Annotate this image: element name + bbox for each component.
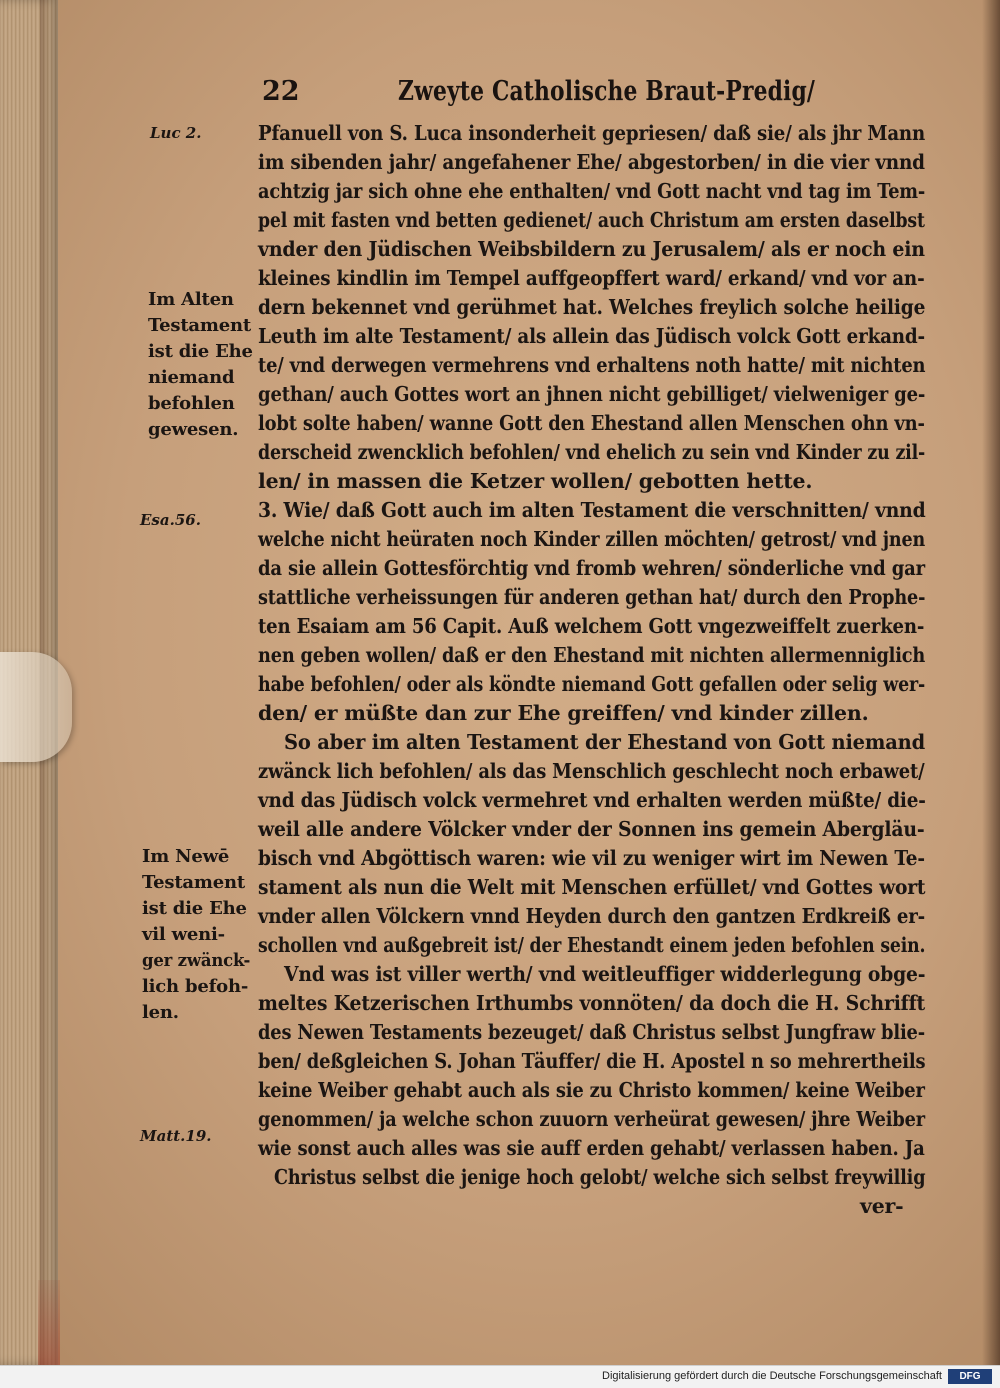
page-clip-tab [0, 652, 72, 762]
text-line: bisch vnd Abgöttisch waren: wie vil zu weniger wirt im Newen Te- [258, 846, 925, 870]
text-line: zwänck lich befohlen/ als das Menschlich geschlecht noch erbawet/ [258, 759, 925, 783]
page-header [0, 76, 1000, 116]
red-page-edge [38, 1280, 60, 1365]
text-line: da sie allein Gottesförchtig vnd fromb wehren/ sönderliche vnd gar [258, 556, 925, 580]
margin-note-line: niemand [148, 367, 235, 388]
text-line: im sibenden jahr/ angefahener Ehe/ abgestorben/ in die vier vnnd [258, 150, 925, 174]
margin-note-line: ist die Ehe [148, 341, 253, 362]
text-line: ben/ deßgleichen S. Johan Täuffer/ die H. Apostel n so mehrertheils [258, 1049, 926, 1073]
text-line: ten Esaiam am 56 Capit. Auß welchem Gott vngezweiffelt zuerken- [258, 614, 925, 638]
margin-note-line: Im Newē [142, 846, 230, 867]
margin-note-line: len. [142, 1002, 179, 1023]
margin-note-line: vil weni- [142, 924, 225, 945]
margin-note-line: gewesen. [148, 419, 239, 440]
margin-ref-esa: Esa.56. [140, 511, 201, 529]
text-line: lobt solte haben/ wanne Gott den Ehestand allen Menschen ohn vn- [258, 411, 925, 435]
text-line: wie sonst auch alles was sie auff erden gehabt/ verlassen haben. Ja [258, 1136, 925, 1160]
text-line: welche nicht heüraten noch Kinder zillen möchten/ getrost/ vnd jnen [258, 527, 926, 551]
running-title: Zweyte Catholische Braut-Predig/ [398, 76, 816, 107]
text-line: Leuth im alte Testament/ als allein das Jüdisch volck Gott erkand- [258, 324, 925, 348]
margin-note-line: Testament [142, 872, 245, 893]
text-line: den/ er müßte dan zur Ehe greiffen/ vnd kinder zillen. [258, 701, 869, 725]
page-number: 22 [262, 76, 300, 107]
text-line: keine Weiber gehabt auch als sie zu Christo kommen/ keine Weiber [258, 1078, 925, 1102]
text-line: stament als nun die Welt mit Menschen erfüllet/ vnd Gottes wort [258, 875, 926, 899]
text-line: des Newen Testaments bezeuget/ daß Christus selbst Jungfraw blie- [258, 1020, 925, 1044]
right-edge-shadow [982, 0, 1000, 1365]
text-line: Vnd was ist viller werth/ vnd weitleuffiger widderlegung obge- [284, 962, 926, 986]
text-line: meltes Ketzerischen Irthumbs vonnöten/ da doch die H. Schrifft [258, 991, 926, 1015]
text-line: vnd das Jüdisch volck vermehret vnd erhalten werden müßte/ die- [258, 788, 926, 812]
text-line: nen geben wollen/ daß er den Ehestand mit nichten allermenniglich [258, 643, 926, 667]
margin-note-line: ger zwänck- [142, 950, 251, 971]
text-line: kleines kindlin im Tempel auffgeopffert ward/ erkand/ vnd vor an- [258, 266, 925, 290]
text-line: genommen/ ja welche schon zuuorn verheürat gewesen/ jhre Weiber [258, 1107, 925, 1131]
text-line: 3. Wie/ daß Gott auch im alten Testament die verschnitten/ vnnd [258, 498, 926, 522]
dfg-logo: DFG [948, 1369, 992, 1384]
text-line: len/ in massen die Ketzer wollen/ gebotten hette. [258, 469, 813, 493]
text-line: weil alle andere Völcker vnder der Sonnen ins gemein Abergläu- [258, 817, 925, 841]
margin-note-line: ist die Ehe [142, 898, 247, 919]
margin-note-line: Im Alten [148, 289, 234, 310]
text-line: achtzig jar sich ohne ehe enthalten/ vnd Gott nacht vnd tag im Tem- [258, 179, 926, 203]
text-line: vnder den Jüdischen Weibsbildern zu Jerusalem/ als er noch ein [258, 237, 925, 261]
text-line: So aber im alten Testament der Ehestand von Gott niemand [284, 730, 925, 754]
text-line: habe befohlen/ oder als köndte niemand Gott gefallen oder selig wer- [258, 672, 926, 696]
text-line: Pfanuell von S. Luca insonderheit gepriesen/ daß sie/ als jhr Mann [258, 121, 926, 145]
margin-note-line: befohlen [148, 393, 235, 414]
margin-ref-matt: Matt.19. [140, 1127, 212, 1145]
text-line: gethan/ auch Gottes wort an jhnen nicht gebilliget/ vielweniger ge- [258, 382, 926, 406]
text-line: schollen vnd außgebreit ist/ der Ehestandt einem jeden befohlen sein. [258, 933, 926, 957]
text-line: dern bekennet vnd gerühmet hat. Welches freylich solche heilige [258, 295, 926, 319]
margin-note-line: lich befoh- [142, 976, 249, 997]
footer-bar [0, 1365, 1000, 1388]
funding-credit: Digitalisierung gefördert durch die Deutsche Forschungsgemeinschaft [602, 1370, 942, 1382]
text-line: derscheid zwencklich befohlen/ vnd ehelich zu sein vnd Kinder zu zil- [258, 440, 926, 464]
text-line: te/ vnd derwegen vermehrens vnd erhaltens noth hatte/ mit nichten [258, 353, 926, 377]
text-line: vnder allen Völckern vnnd Heyden durch den gantzen Erdkreiß er- [258, 904, 926, 928]
margin-ref-luc: Luc 2. [150, 124, 202, 142]
text-line: stattliche verheissungen für anderen gethan hat/ durch den Prophe- [258, 585, 926, 609]
text-line: pel mit fasten vnd betten gedienet/ auch Christum am ersten daselbst [258, 208, 925, 232]
catchword: ver- [860, 1194, 904, 1218]
margin-note-line: Testament [148, 315, 251, 336]
text-line: Christus selbst die jenige hoch gelobt/ welche sich selbst freywillig [274, 1165, 926, 1189]
